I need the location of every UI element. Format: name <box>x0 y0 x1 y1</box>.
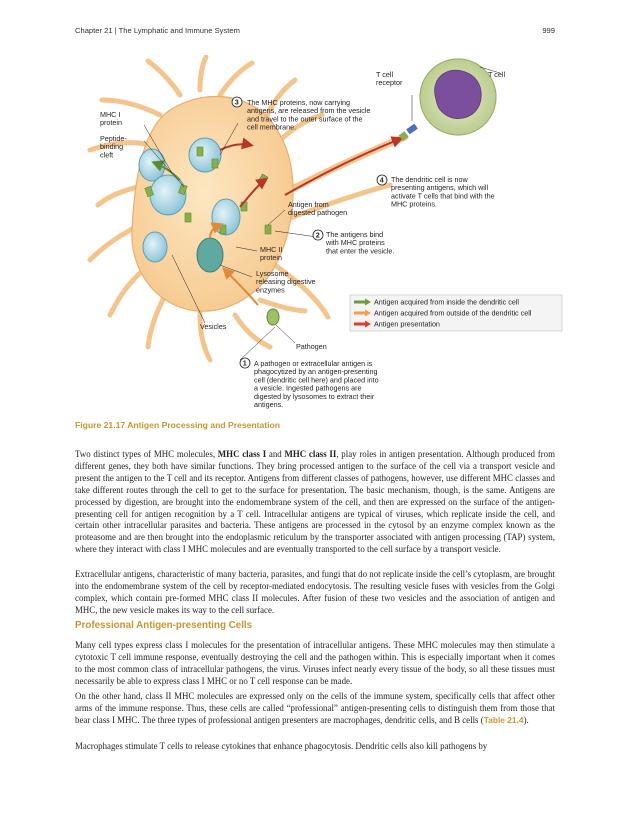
svg-text:3: 3 <box>234 97 239 107</box>
svg-text:4: 4 <box>379 175 384 185</box>
label-lysosome: Lysosome releasing digestive enzymes <box>256 269 316 295</box>
label-vesicles: Vesicles <box>200 322 227 331</box>
t-cell-nucleus <box>435 70 482 118</box>
label-t-cell-receptor: T cell receptor <box>376 70 403 88</box>
label-antigen-digested: Antigen from digested pathogen <box>288 200 348 218</box>
step-2 <box>313 230 394 255</box>
svg-text:2: 2 <box>315 230 320 240</box>
running-header-chapter: Chapter 21 | The Lymphatic and Immune System <box>75 26 240 35</box>
paragraph-extracellular-antigens: Extracellular antigens, characteristic of many bacteria, parasites, and fungi that do not replicate inside the cell’s cytoplasm, are brought into the endomembrane system of the cell by receptor-mediated endocytosis. The resulting vesicle fuses with vesicles from the Golgi complex, which contain pre-formed MHC class II molecules. After fusion of these two vesicles and the association of antigen and MHC, the new vesicle makes its way to the cell surface. <box>75 569 555 615</box>
paragraph-class-ii: On the other hand, class II MHC molecules are expressed only on the cells of the immune system, specifically cells that affect other arms of the immune response. Thus, these cells are called “professional” antigen-presenting cells to distinguish them from those that bear class I MHC. The three types of professional antigen presenters are macrophages, dendritic cells, and B cells (Table 21.4). <box>75 691 555 725</box>
vesicle <box>150 175 186 215</box>
svg-text:Antigen acquired from outside: Antigen acquired from outside of the dendritic cell <box>374 308 532 318</box>
label-t-cell: T cell <box>488 70 506 79</box>
legend-item-outside <box>354 309 532 318</box>
section-title-professional-apc: Professional Antigen-presenting Cells <box>75 620 253 631</box>
paragraph-mhc-classes: Two distinct types of MHC molecules, MHC class I and MHC class II, play roles in antigen presentation. Although produced from different genes, they both have similar functions. They bring processed antigen to the surface of the cell via a transport vesicle and present the antigen to the T cell and its receptor. Antigens from different classes of pathogens, however, use different MHC classes and take different routes through the cell to get to the surface for presentation. The basic mechanism, though, is the same. Antigens are processed by digestion, are brought into the endomembrane system of the cell, and then are expressed on the surface of the antigen-presenting cell for antigen recognition by a T cell. Intracellular antigens are typical of viruses, which replicate inside the cell, and certain other intracellular parasites and bacteria. These antigens are processed in the cytosol by an enzyme complex known as the proteasome and are then brought into the endoplasmic reticulum by the transporter associated with antigen processing (TAP) system, where they interact with class I MHC molecules and are eventually transported to the cell surface by a transport vesicle. <box>75 449 555 555</box>
t-cell-receptor <box>406 124 418 135</box>
svg-text:Antigen presentation: Antigen presentation <box>374 319 440 329</box>
step-1-text: A pathogen or extracellular antigen is phagocytized by an antigen-presenting cell (dendritic cell here) and placed into a vesicle. Ingested pathogens are digested by lysosomes to extract their antigens. <box>254 359 379 409</box>
legend <box>350 295 562 331</box>
label-mhc-i-protein: MHC I protein <box>100 110 122 128</box>
label-mhc-ii-protein: MHC II protein <box>260 245 283 263</box>
pathogen <box>267 309 279 325</box>
lysosome <box>197 238 223 272</box>
antigen-processing-figure <box>60 55 580 420</box>
legend-item-inside <box>354 298 519 307</box>
step-3-text: The MHC proteins, now carrying antigens, are released from the vesicle and travel to the outer surface of the cell membrane. <box>247 98 371 132</box>
label-peptide-binding-cleft: Peptide-binding cleft <box>100 134 127 160</box>
page-number: 999 <box>542 26 555 35</box>
table-21-4-link[interactable]: Table 21.4 <box>483 714 524 725</box>
svg-text:Antigen acquired from inside t: Antigen acquired from inside the dendritic cell <box>374 297 520 307</box>
step-4 <box>377 175 497 209</box>
svg-text:1: 1 <box>242 358 247 368</box>
paragraph-macrophages: Macrophages stimulate T cells to release cytokines that enhance phagocytosis. Dendritic cells also kill pathogens by <box>75 741 488 751</box>
step-2-text: The antigens bind with MHC proteins that enter the vesicle. <box>326 230 395 256</box>
step-4-text: The dendritic cell is now presenting antigens, which will activate T cells that bind with the MHC proteins. <box>391 175 495 209</box>
vesicle <box>143 232 167 262</box>
paragraph-class-i: Many cell types express class I molecules for the presentation of intracellular antigens. These MHC molecules may then stimulate a cytotoxic T cell immune response, eventually destroying the cell and the pathogen within. This is especially important when it comes to the most common class of intracellular pathogens, the virus. Viruses infect nearly every tissue of the body, so all these tissues must necessarily be able to express class I MHC or no T cell response can be made. <box>75 640 555 686</box>
label-pathogen: Pathogen <box>296 342 327 351</box>
step-1 <box>240 358 381 409</box>
figure-caption: Figure 21.17 Antigen Processing and Presentation <box>75 420 281 430</box>
